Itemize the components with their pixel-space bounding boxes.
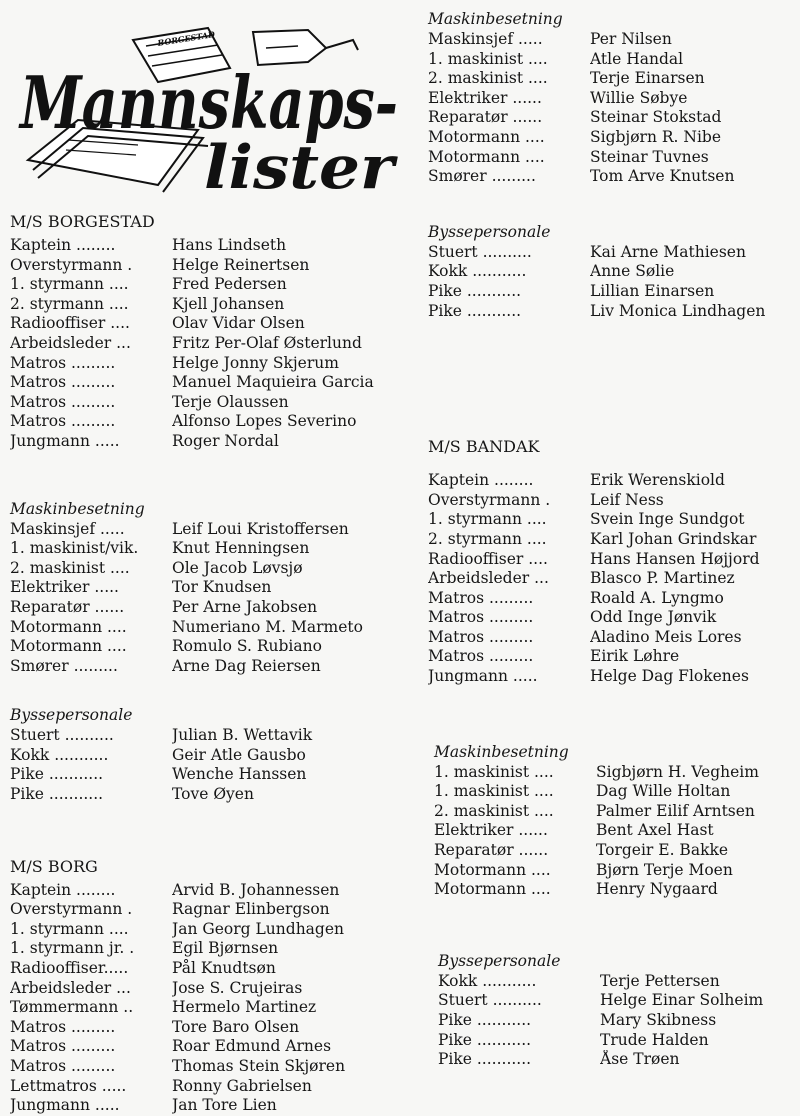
crew-role: Kokk ........... — [438, 971, 537, 990]
crew-row — [10, 256, 410, 276]
crew-row — [10, 657, 410, 677]
crew-row — [438, 1031, 800, 1051]
crew-name: Manuel Maquieira Garcia — [172, 373, 374, 392]
borg-engine-section — [428, 10, 800, 187]
crew-role: Kaptein ........ — [10, 880, 116, 899]
crew-name: Hermelo Martinez — [172, 998, 317, 1017]
crew-name: Mary Skibness — [600, 1011, 717, 1029]
crew-name: Jan Tore Lien — [172, 1096, 277, 1115]
crew-name: Hans Hansen Højjord — [590, 549, 760, 568]
crew-row — [10, 354, 410, 374]
ship-name: M/S BORGESTAD — [10, 212, 155, 231]
crew-role: 1. maskinist .... — [434, 762, 554, 781]
crew-row — [10, 412, 410, 432]
crew-list — [10, 236, 410, 452]
crew-role: 1. styrmann .... — [10, 275, 129, 294]
crew-row — [10, 1096, 410, 1116]
crew-name: Steinar Tuvnes — [590, 147, 709, 166]
crew-role: Radiooffiser .... — [10, 314, 130, 333]
crew-row — [428, 108, 800, 128]
crew-row — [438, 991, 800, 1011]
crew-role: Reparatør ...... — [10, 597, 125, 616]
crew-name: Per Nilsen — [590, 30, 672, 48]
crew-row — [438, 972, 800, 992]
crew-role: 1. styrmann .... — [428, 510, 547, 529]
crew-row — [434, 763, 800, 783]
crew-role: Reparatør ...... — [428, 108, 543, 127]
crew-role: Radiooffiser .... — [428, 549, 548, 568]
crew-role: Motormann .... — [10, 637, 127, 656]
crew-role: Radiooffiser..... — [10, 959, 129, 978]
crew-name: Kjell Johansen — [172, 294, 285, 313]
crew-name: Geir Atle Gausbo — [172, 745, 306, 764]
crew-name: Dag Wille Holtan — [596, 782, 731, 801]
ship-borg — [10, 857, 410, 1116]
crew-name: Erik Werenskiold — [590, 471, 725, 490]
crew-name: Steinar Stokstad — [590, 108, 722, 127]
crew-row — [10, 275, 410, 295]
crew-row — [10, 539, 410, 559]
crew-role: Arbeidsleder ... — [10, 333, 131, 352]
crew-row — [10, 1018, 410, 1038]
crew-name: Willie Søbye — [590, 88, 688, 107]
crew-name: Roald A. Lyngmo — [590, 588, 724, 607]
crew-row — [428, 128, 800, 148]
crew-name: Helge Jonny Skjerum — [172, 353, 339, 372]
crew-role: Maskinsjef ..... — [10, 519, 125, 538]
crew-row — [10, 881, 410, 901]
crew-role: Matros ......... — [10, 353, 116, 372]
crew-role: Kaptein ........ — [10, 236, 116, 254]
crew-name: Leif Loui Kristoffersen — [172, 519, 349, 538]
crew-row — [428, 647, 800, 667]
engine-crew-list — [10, 520, 410, 677]
crew-name: Romulo S. Rubiano — [172, 637, 322, 656]
crew-name: Arvid B. Johannessen — [172, 880, 340, 899]
crew-row — [10, 295, 410, 315]
crew-row — [10, 939, 410, 959]
section-title: Byssepersonale — [10, 706, 133, 725]
crew-role: Pike ........... — [438, 1030, 532, 1049]
crew-name: Helge Dag Flokenes — [590, 667, 749, 686]
crew-role: Motormann .... — [434, 860, 551, 879]
crew-name: Palmer Eilif Arntsen — [596, 801, 755, 820]
crew-role: Motormann .... — [434, 880, 551, 899]
crew-role: Pike ........... — [10, 785, 104, 804]
borg-galley-section — [428, 223, 800, 321]
crew-name: Torgeir E. Bakke — [596, 841, 729, 860]
crew-name: Thomas Stein Skjøren — [172, 1057, 346, 1075]
crew-role: 2. styrmann .... — [10, 294, 129, 313]
crew-row — [428, 667, 800, 687]
crew-name: Helge Einar Solheim — [600, 991, 764, 1010]
crew-row — [10, 334, 410, 354]
crew-role: 2. styrmann .... — [428, 529, 547, 548]
crew-role: Pike ........... — [438, 1011, 532, 1029]
crew-role: Motormann .... — [10, 617, 127, 636]
crew-name: Arne Dag Reiersen — [172, 656, 321, 675]
crew-row — [428, 50, 800, 70]
crew-role: 1. maskinist/vik. — [10, 539, 139, 558]
crew-row — [428, 89, 800, 109]
crew-row — [10, 373, 410, 393]
crew-row — [10, 998, 410, 1018]
crew-role: Elektriker ...... — [434, 821, 548, 840]
section-title: Byssepersonale — [438, 951, 561, 970]
crew-name: Svein Inge Sundgot — [590, 510, 745, 529]
crew-name: Terje Olaussen — [172, 392, 289, 411]
galley-crew-list — [10, 726, 410, 804]
crew-role: Smører ......... — [10, 656, 118, 675]
section-title: Byssepersonale — [428, 222, 551, 241]
crew-name: Bent Axel Hast — [596, 821, 714, 840]
crew-role: Matros ......... — [428, 647, 534, 666]
crew-row — [428, 167, 800, 187]
crew-role: Motormann .... — [428, 127, 545, 146]
crew-row — [10, 520, 410, 540]
crew-row — [428, 148, 800, 168]
crew-role: 1. maskinist .... — [434, 782, 554, 801]
crew-role: 1. styrmann .... — [10, 919, 129, 938]
crew-row — [10, 920, 410, 940]
crew-row — [10, 765, 410, 785]
crew-row — [10, 578, 410, 598]
crew-role: Matros ......... — [428, 608, 534, 627]
crew-role: Lettmatros ..... — [10, 1076, 127, 1095]
crew-role: Matros ......... — [10, 1057, 116, 1075]
crew-role: 2. maskinist .... — [428, 69, 548, 88]
crew-name: Jan Georg Lundhagen — [172, 919, 344, 938]
crew-name: Blasco P. Martinez — [590, 569, 735, 588]
crew-row — [10, 432, 410, 452]
crew-role: Pike ........... — [438, 1050, 532, 1069]
ship-borgestad — [10, 212, 410, 805]
crew-row — [10, 559, 410, 579]
crew-name: Hans Lindseth — [172, 236, 287, 254]
crew-name: Trude Halden — [600, 1030, 709, 1049]
crew-name: Helge Reinertsen — [172, 255, 310, 274]
title-line-1: Mannskaps- — [17, 60, 399, 145]
crew-row — [434, 880, 800, 900]
crew-name: Leif Ness — [590, 490, 664, 509]
section-title: Maskinbesetning — [428, 10, 563, 28]
crew-role: 1. maskinist .... — [428, 49, 548, 68]
crew-row — [10, 726, 410, 746]
crew-name: Kai Arne Mathiesen — [590, 242, 746, 261]
crew-row — [438, 1011, 800, 1031]
crew-role: Kokk ........... — [10, 745, 109, 764]
crew-role: Matros ......... — [10, 392, 116, 411]
crew-role: Tømmermann .. — [10, 998, 134, 1017]
crew-name: Lillian Einarsen — [590, 281, 715, 300]
crew-role: Matros ......... — [10, 373, 116, 392]
crew-row — [428, 243, 800, 263]
crew-name: Sigbjørn R. Nibe — [590, 127, 722, 146]
crew-name: Bjørn Terje Moen — [596, 860, 733, 879]
crew-role: Pike ........... — [10, 765, 104, 784]
crew-name: Anne Sølie — [590, 262, 675, 281]
crew-row — [434, 861, 800, 881]
crew-list — [10, 881, 410, 1116]
crew-name: Julian B. Wettavik — [172, 726, 313, 745]
crew-role: Stuert .......... — [438, 991, 542, 1010]
crew-name: Alfonso Lopes Severino — [172, 412, 357, 431]
crew-role: Overstyrmann . — [10, 900, 133, 919]
crew-role: Matros ......... — [10, 412, 116, 431]
crew-row — [434, 782, 800, 802]
crew-row — [10, 900, 410, 920]
crew-name: Liv Monica Lindhagen — [590, 301, 766, 320]
crew-row — [10, 393, 410, 413]
galley-crew-list — [428, 243, 800, 321]
crew-row — [438, 1050, 800, 1070]
crew-role: Kaptein ........ — [428, 471, 534, 490]
crew-role: Overstyrmann . — [428, 490, 551, 509]
crew-role: Matros ......... — [10, 1017, 116, 1036]
crew-row — [428, 569, 800, 589]
crew-name: Atle Handal — [590, 49, 684, 68]
mannskapslister-logo — [8, 10, 408, 200]
crew-row — [10, 979, 410, 999]
crew-name: Aladino Meis Lores — [590, 627, 742, 646]
crew-row — [428, 608, 800, 628]
paper-label: BORGESTAD — [156, 29, 216, 48]
crew-name: Terje Pettersen — [600, 971, 720, 990]
crew-name: Fred Pedersen — [172, 275, 287, 294]
crew-name: Olav Vidar Olsen — [172, 314, 305, 333]
crew-row — [428, 510, 800, 530]
crew-role: Stuert .......... — [428, 242, 532, 261]
section-title: Maskinbesetning — [434, 742, 569, 761]
crew-role: 2. maskinist .... — [434, 801, 554, 820]
crew-role: Pike ........... — [428, 301, 522, 320]
crew-name: Ragnar Elinbergson — [172, 900, 330, 919]
crew-role: Overstyrmann . — [10, 255, 133, 274]
crew-name: Roger Nordal — [172, 431, 279, 450]
crew-role: Matros ......... — [428, 627, 534, 646]
crew-name: Tore Baro Olsen — [172, 1017, 300, 1036]
ship-name: M/S BANDAK — [428, 437, 540, 457]
engine-crew-list — [428, 30, 800, 187]
crew-row — [10, 1037, 410, 1057]
crew-role: Stuert .......... — [10, 726, 114, 745]
crew-name: Tove Øyen — [172, 785, 254, 804]
crew-row — [428, 262, 800, 282]
crew-row — [428, 471, 800, 491]
crew-row — [10, 236, 410, 256]
crew-name: Eirik Løhre — [590, 647, 680, 666]
crew-list — [428, 471, 800, 687]
crew-row — [10, 598, 410, 618]
crew-role: Matros ......... — [428, 588, 534, 607]
crew-name: Sigbjørn H. Vegheim — [596, 762, 759, 781]
crew-role: Kokk ........... — [428, 262, 527, 281]
engine-crew-list — [428, 763, 800, 900]
galley-crew-list — [428, 972, 800, 1070]
crew-role: Pike ........... — [428, 281, 522, 300]
crew-role: Motormann .... — [428, 147, 545, 166]
crew-name: Wenche Hanssen — [172, 765, 307, 784]
crew-row — [434, 841, 800, 861]
crew-role: Reparatør ...... — [434, 841, 549, 860]
section-title: Maskinbesetning — [10, 499, 145, 518]
crew-name: Tom Arve Knutsen — [590, 167, 735, 186]
crew-name: Terje Einarsen — [590, 69, 705, 88]
crew-role: 1. styrmann jr. . — [10, 939, 135, 958]
crew-name: Henry Nygaard — [596, 880, 718, 899]
crew-role: Smører ......... — [428, 167, 536, 186]
crew-role: Elektriker ..... — [10, 578, 119, 597]
crew-name: Karl Johan Grindskar — [590, 529, 757, 548]
crew-row — [428, 530, 800, 550]
crew-row — [428, 491, 800, 511]
crew-row — [10, 637, 410, 657]
crew-name: Ronny Gabrielsen — [172, 1076, 312, 1095]
crew-name: Åse Trøen — [600, 1050, 680, 1069]
crew-name: Numeriano M. Marmeto — [172, 617, 363, 636]
crew-row — [434, 821, 800, 841]
title-line-2: lister — [204, 133, 399, 200]
right-column — [428, 10, 800, 1070]
crew-role: Jungmann ..... — [10, 431, 120, 450]
crew-name: Egil Bjørnsen — [172, 939, 279, 958]
ship-bandak — [428, 437, 800, 1070]
crew-row — [428, 302, 800, 322]
crew-name: Fritz Per-Olaf Østerlund — [172, 333, 362, 352]
left-column — [10, 212, 410, 1116]
crew-row — [10, 618, 410, 638]
crew-name: Pål Knudtsøn — [172, 959, 276, 978]
crew-role: Maskinsjef ..... — [428, 30, 543, 48]
crew-name: Ole Jacob Løvsjø — [172, 558, 303, 577]
crew-row — [10, 959, 410, 979]
crew-role: Jungmann ..... — [428, 667, 538, 686]
crew-row — [428, 30, 800, 50]
crew-row — [428, 282, 800, 302]
crew-role: Jungmann ..... — [10, 1096, 120, 1115]
crew-row — [428, 69, 800, 89]
crew-name: Roar Edmund Arnes — [172, 1037, 332, 1056]
crew-role: Matros ......... — [10, 1037, 116, 1056]
crew-name: Knut Henningsen — [172, 539, 310, 558]
crew-row — [10, 746, 410, 766]
crew-row — [10, 314, 410, 334]
crew-row — [434, 802, 800, 822]
crew-row — [10, 785, 410, 805]
crew-row — [10, 1077, 410, 1097]
crew-row — [428, 550, 800, 570]
crew-role: Arbeidsleder ... — [10, 978, 131, 997]
crew-row — [428, 628, 800, 648]
crew-row — [10, 1057, 410, 1077]
crew-name: Jose S. Crujeiras — [172, 978, 303, 997]
crew-name: Per Arne Jakobsen — [172, 597, 318, 616]
crew-role: Arbeidsleder ... — [428, 569, 549, 588]
crew-role: 2. maskinist .... — [10, 558, 130, 577]
crew-name: Tor Knudsen — [172, 578, 272, 597]
ship-name: M/S BORG — [10, 856, 98, 876]
crew-name: Odd Inge Jønvik — [590, 608, 717, 627]
crew-role: Elektriker ...... — [428, 88, 542, 107]
crew-row — [428, 589, 800, 609]
